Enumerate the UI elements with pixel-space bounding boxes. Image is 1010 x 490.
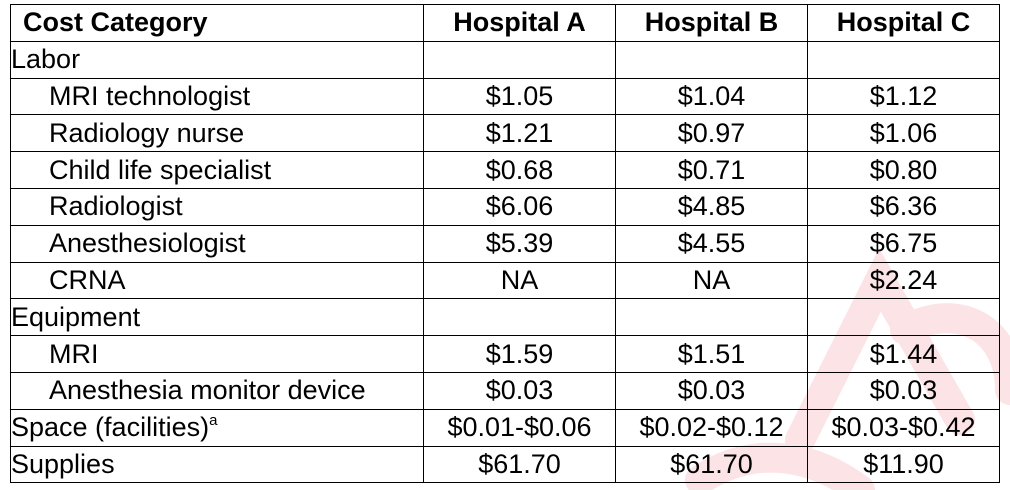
table-row [11, 446, 1000, 483]
row-label [11, 262, 424, 299]
row-label [11, 78, 424, 115]
cell-hospital-c: $11.90 [808, 446, 1000, 483]
row-label [11, 446, 424, 483]
cell-hospital-a: $1.21 [424, 115, 616, 152]
cell-hospital-b: $61.70 [616, 446, 808, 483]
table-row [11, 152, 1000, 189]
row-label-text: CRNA [49, 264, 126, 295]
cell-hospital-c [808, 41, 1000, 78]
cost-table [10, 4, 1000, 483]
column-header-hospital-c: Hospital C [808, 5, 1000, 42]
cell-hospital-c [808, 299, 1000, 336]
cell-hospital-c: $0.03-$0.42 [808, 409, 1000, 446]
table-row [11, 78, 1000, 115]
cell-hospital-c: $1.06 [808, 115, 1000, 152]
table-header-row [11, 5, 1000, 42]
cell-hospital-a [424, 299, 616, 336]
cell-hospital-c: $1.44 [808, 336, 1000, 373]
cell-hospital-a [424, 41, 616, 78]
row-label-text: Radiologist [49, 191, 183, 222]
cell-hospital-b [616, 41, 808, 78]
row-label-text: Labor [11, 44, 81, 75]
table-body [11, 41, 1000, 483]
table-row [11, 225, 1000, 262]
row-label [11, 188, 424, 225]
row-label [11, 41, 424, 78]
cell-hospital-c: $6.75 [808, 225, 1000, 262]
row-label-text: Anesthesia monitor device [49, 375, 366, 406]
cell-hospital-c: $0.80 [808, 152, 1000, 189]
column-header-cost-category: Cost Category [11, 5, 424, 42]
table-row [11, 299, 1000, 336]
row-label [11, 299, 424, 336]
cell-hospital-c: $0.03 [808, 372, 1000, 409]
row-label-text: Supplies [11, 448, 115, 479]
row-label [11, 372, 424, 409]
row-label [11, 115, 424, 152]
cell-hospital-c: $2.24 [808, 262, 1000, 299]
cell-hospital-b: $4.85 [616, 188, 808, 225]
cell-hospital-c: $6.36 [808, 188, 1000, 225]
cell-hospital-a: $1.59 [424, 336, 616, 373]
cell-hospital-b: $1.04 [616, 78, 808, 115]
cell-hospital-a: $1.05 [424, 78, 616, 115]
cell-hospital-c: $1.12 [808, 78, 1000, 115]
cell-hospital-a: $0.03 [424, 372, 616, 409]
cell-hospital-b: $0.03 [616, 372, 808, 409]
row-label [11, 152, 424, 189]
row-label-text: MRI technologist [49, 80, 251, 111]
table-row [11, 262, 1000, 299]
row-label [11, 409, 424, 446]
column-header-hospital-a: Hospital A [424, 5, 616, 42]
row-label [11, 225, 424, 262]
cell-hospital-a: NA [424, 262, 616, 299]
cell-hospital-a: $0.01-$0.06 [424, 409, 616, 446]
table-row [11, 336, 1000, 373]
cell-hospital-a: $61.70 [424, 446, 616, 483]
cell-hospital-b [616, 299, 808, 336]
table-row [11, 115, 1000, 152]
cell-hospital-a: $6.06 [424, 188, 616, 225]
table-row [11, 41, 1000, 78]
row-label-text: Radiology nurse [49, 117, 245, 148]
cell-hospital-b: $0.97 [616, 115, 808, 152]
row-label-text: MRI [49, 338, 99, 369]
cell-hospital-a: $5.39 [424, 225, 616, 262]
row-label-text: Space (facilities) [11, 412, 210, 443]
table-row [11, 188, 1000, 225]
cell-hospital-b: $0.71 [616, 152, 808, 189]
row-label [11, 336, 424, 373]
column-header-hospital-b: Hospital B [616, 5, 808, 42]
row-label-text: Anesthesiologist [49, 228, 246, 259]
footnote-marker: a [209, 412, 218, 430]
cell-hospital-a: $0.68 [424, 152, 616, 189]
table-row [11, 409, 1000, 446]
row-label-text: Child life specialist [49, 154, 272, 185]
cell-hospital-b: $1.51 [616, 336, 808, 373]
cell-hospital-b: NA [616, 262, 808, 299]
cell-hospital-b: $4.55 [616, 225, 808, 262]
table-row [11, 372, 1000, 409]
cell-hospital-b: $0.02-$0.12 [616, 409, 808, 446]
row-label-text: Equipment [11, 301, 141, 332]
